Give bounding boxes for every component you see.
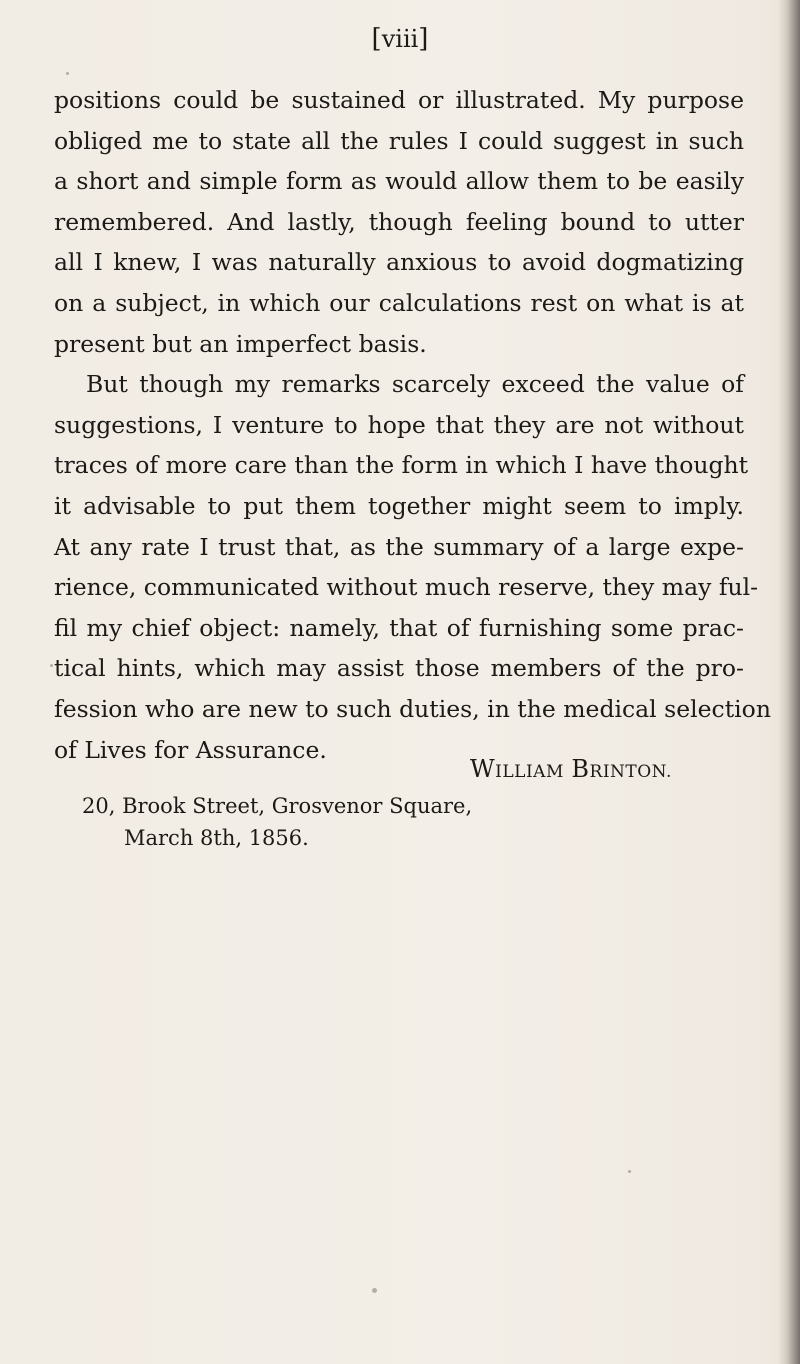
text-line: obliged me to state all the rules I could suggest in such [54,126,744,155]
page-number-open-bracket: [ [371,24,382,54]
paper-speck [66,72,69,75]
date-line: March 8th, 1856. [124,826,309,850]
text-line: on a subject, in which our calculations rest on what is at [54,288,744,317]
text-line: all I knew, I was naturally anxious to avoid dogmatizing [54,248,744,277]
text-line: rience, communicated without much reserve, they may ful- [54,573,759,602]
preface-text [54,80,771,770]
page-number [0,22,800,56]
text-line: it advisable to put them together might seem to imply. [54,491,744,520]
signature-last-rest: RINTON. [589,762,672,782]
paper-speck [372,1288,377,1293]
signature-first-initial: W [470,755,496,783]
text-line: fession who are new to such duties, in the medical selection [54,694,771,723]
text-line: fil my chief object: namely, that of furnishing some prac- [54,613,744,642]
page-edge-shadow [778,0,800,1364]
text-line: of Lives for Assurance. [54,735,327,764]
text-line-paragraph-start: But though my remarks scarcely exceed the value of [86,370,744,399]
signature-last-initial: B [571,755,590,783]
text-line: a short and simple form as would allow them to be easily [54,167,744,196]
page-number-value: viii [381,25,419,53]
text-line: At any rate I trust that, as the summary of a large expe- [54,532,744,561]
author-signature [470,755,672,783]
paper-speck [50,664,53,667]
text-line: tical hints, which may assist those members of the pro- [54,654,744,683]
paper-speck [628,1170,631,1173]
text-line: suggestions, I venture to hope that they are not without [54,410,744,439]
text-line: present but an imperfect basis. [54,329,427,358]
text-line: remembered. And lastly, though feeling bound to utter [54,207,744,236]
address-line: 20, Brook Street, Grosvenor Square, [82,794,473,818]
address-block [82,790,472,854]
text-line: positions could be sustained or illustrated. My purpose [54,86,744,114]
signature-first-rest: ILLIAM [495,762,564,782]
text-line: traces of more care than the form in which I have thought [54,451,749,480]
page-number-close-bracket: ] [418,24,429,54]
